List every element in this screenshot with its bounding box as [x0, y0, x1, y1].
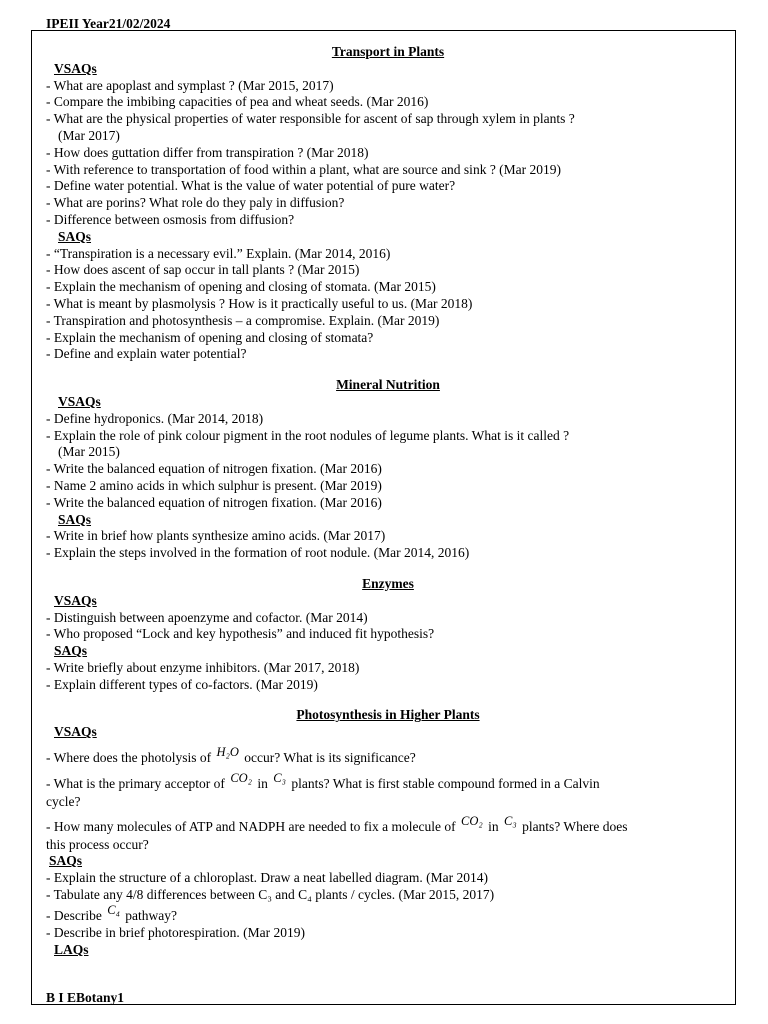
question-text: plants? What is first stable compound formed in a Calvin: [291, 776, 600, 792]
question: - What are apoplast and symplast ? (Mar 2015, 2017): [46, 77, 334, 93]
saq-heading: SAQs: [58, 511, 92, 527]
page-header: IPEII Year21/02/2024: [46, 16, 171, 31]
question-text: pathway?: [125, 908, 178, 924]
question: - Who proposed “Lock and key hypothesis” and induced fit hypothesis?: [46, 626, 435, 642]
question: - Explain the mechanism of opening and closing of stomata. (Mar 2015): [46, 279, 436, 295]
section-title-enzymes: Enzymes: [362, 575, 414, 591]
formula: CO₂: [230, 771, 253, 786]
question-continuation: (Mar 2015): [58, 444, 120, 460]
question: - What are porins? What role do they paly in diffusion?: [46, 195, 345, 211]
question: - Define water potential. What is the value of water potential of pure water?: [46, 178, 456, 194]
question: - What is meant by plasmolysis ? How is it practically useful to us. (Mar 2018): [46, 295, 473, 311]
question: - Difference between osmosis from diffusion?: [46, 211, 295, 227]
question: - Define hydroponics. (Mar 2014, 2018): [46, 410, 264, 426]
question: - Define and explain water potential?: [46, 346, 247, 362]
question-text: - Describe: [46, 908, 102, 924]
question-text: plants? Where does: [522, 819, 628, 835]
question: - How does guttation differ from transpiration ? (Mar 2018): [46, 144, 369, 160]
document-content: [46, 44, 730, 959]
question: - Describe in brief photorespiration. (Mar 2019): [46, 925, 306, 941]
vsaq-heading: VSAQs: [54, 592, 97, 608]
saq-heading: SAQs: [54, 643, 88, 659]
saq-heading: SAQs: [49, 853, 83, 869]
question: - Compare the imbibing capacities of pea and wheat seeds. (Mar 2016): [46, 94, 429, 110]
question: [46, 771, 730, 810]
question: - Explain the steps involved in the formation of root nodule. (Mar 2014, 2016): [46, 545, 470, 561]
question: - Distinguish between apoenzyme and cofactor. (Mar 2014): [46, 609, 368, 625]
question-text: - What is the primary acceptor of: [46, 776, 225, 792]
saq-heading: SAQs: [58, 228, 92, 244]
section-title-transport: Transport in Plants: [331, 44, 445, 59]
question: - “Transpiration is a necessary evil.” Explain. (Mar 2014, 2016): [46, 245, 391, 261]
question: [46, 814, 730, 853]
section-title-photosynthesis: Photosynthesis in Higher Plants: [296, 707, 480, 723]
question: - Explain the structure of a chloroplast. Draw a neat labelled diagram. (Mar 2014): [46, 869, 488, 885]
formula: C₃: [504, 814, 517, 829]
question-text: in: [257, 776, 268, 792]
question: - Transpiration and photosynthesis – a compromise. Explain. (Mar 2019): [46, 312, 440, 328]
question: - Tabulate any 4/8 differences between C₃ and C₄ plants / cycles. (Mar 2015, 2017): [46, 886, 495, 902]
formula: H₂O: [216, 745, 239, 760]
question-text: occur? What is its significance?: [244, 750, 416, 766]
laq-heading: LAQs: [54, 942, 89, 958]
question: - How does ascent of sap occur in tall plants ? (Mar 2015): [46, 262, 360, 278]
question: - What are the physical properties of water responsible for ascent of sap through xylem in plants ?: [46, 111, 575, 127]
section-title-mineral: Mineral Nutrition: [336, 377, 440, 393]
question: [46, 745, 730, 767]
vsaq-heading: VSAQs: [54, 724, 97, 740]
question: [46, 903, 730, 925]
question-text: - How many molecules of ATP and NADPH are needed to fix a molecule of: [46, 819, 456, 835]
question: - Explain different types of co-factors. (Mar 2019): [46, 676, 318, 692]
question-text: in: [488, 819, 499, 835]
question-text: cycle?: [46, 794, 81, 810]
question-text: this process occur?: [46, 837, 149, 853]
page-footer: B I EBotany1: [46, 990, 125, 1005]
question-continuation: (Mar 2017): [58, 127, 120, 143]
question: - Explain the role of pink colour pigment in the root nodules of legume plants. What is it called ?: [46, 427, 570, 443]
question: - Name 2 amino acids in which sulphur is present. (Mar 2019): [46, 477, 382, 493]
question: - Explain the mechanism of opening and closing of stomata?: [46, 329, 374, 345]
formula: CO₂: [461, 814, 483, 829]
question: - Write the balanced equation of nitrogen fixation. (Mar 2016): [46, 461, 382, 477]
vsaq-heading: VSAQs: [58, 393, 101, 409]
question: - With reference to transportation of food within a plant, what are source and sink ? (Mar 2019): [46, 161, 562, 177]
formula: C₄: [107, 903, 120, 918]
question: - Write the balanced equation of nitrogen fixation. (Mar 2016): [46, 494, 382, 510]
question: - Write in brief how plants synthesize amino acids. (Mar 2017): [46, 528, 386, 544]
vsaq-heading: VSAQs: [54, 60, 97, 76]
question: - Write briefly about enzyme inhibitors. (Mar 2017, 2018): [46, 659, 360, 675]
formula: C₃: [273, 771, 286, 786]
question-text: - Where does the photolysis of: [46, 750, 212, 766]
